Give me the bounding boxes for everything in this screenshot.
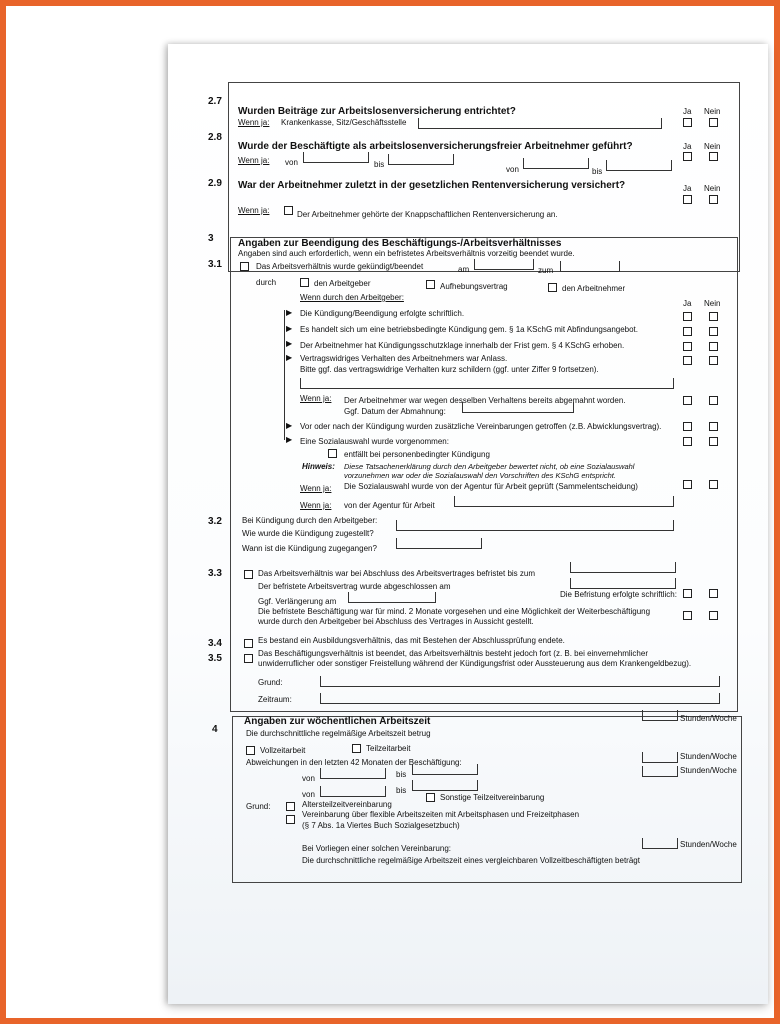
arbeitszeit-field[interactable] [642,710,678,721]
teilzeit-label: Teilzeitarbeit [366,744,411,753]
agentur-field[interactable] [454,496,674,507]
checkbox-flexible-arbeitszeit[interactable] [286,815,295,824]
abw-bis-field-1[interactable] [412,764,478,775]
checkbox-ausbildung[interactable] [244,639,253,648]
bis-label: bis [374,160,385,169]
bis-label: bis [396,770,407,779]
item-abgemahnt: Der Arbeitnehmer war wegen desselben Verhaltens bereits abgemahnt worden. [344,396,626,405]
checkbox-entfaellt[interactable] [328,449,337,458]
checkbox-klage-nein[interactable] [709,342,718,351]
beschaeftigung-beendet-label-1: Das Beschäftigungsverhältnis ist beendet, das Arbeitsverhältnis besteht jedoch fort (z. B. bei einvernehmlicher [258,649,648,658]
sonstige-teilzeit-label: Sonstige Teilzeitvereinbarung [440,793,545,802]
abw-bis-field-2[interactable] [412,780,478,791]
checkbox-weiterbeschaeftigung-nein[interactable] [709,611,718,620]
nein-header: Nein [704,299,721,308]
checkbox-knappschaft[interactable] [284,206,293,215]
section-3-title: Angaben zur Beendigung des Beschäftigungs-/Arbeitsverhältnisses [238,238,562,249]
section-num: 4 [212,724,218,735]
wenn-arbeitgeber-label: Wenn durch den Arbeitgeber: [300,293,404,302]
checkbox-vereinbarungen-nein[interactable] [709,422,718,431]
weiterbeschaeftigung-label-1: Die befristete Beschäftigung war für mind. 2 Monate vorgesehen und eine Möglichkeit der Weiterbeschäftigung [258,607,651,616]
checkbox-schriftlich-nein[interactable] [709,312,718,321]
arbeitgeber-label: den Arbeitgeber [314,279,371,288]
checkbox-geprueft-ja[interactable] [683,480,692,489]
von-label: von [302,774,315,783]
bis-field-2[interactable] [606,160,672,171]
section-num: 3.1 [208,259,222,270]
durch-label: durch [256,278,277,287]
befristet-label: Das Arbeitsverhältnis war bei Abschluss des Arbeitsvertrages befristet bis zum [258,569,536,578]
vollzeit-vergleich-field[interactable] [642,838,678,849]
abgeschlossen-label: Der befristete Arbeitsvertrag wurde abgeschlossen am [258,582,451,591]
wenn-ja-label: Wenn ja: [238,156,270,165]
von-field-1[interactable] [303,152,369,163]
aufhebungsvertrag-label: Aufhebungsvertrag [440,282,508,291]
zugegangen-label: Wann ist die Kündigung zugegangen? [242,544,377,553]
befristung-schriftlich-label: Die Befristung erfolgte schriftlich: [560,590,677,599]
befristet-field[interactable] [570,562,676,573]
arrow-icon: ▶ [286,435,293,444]
section-num: 2.8 [208,132,222,143]
stunden-woche-label: Stunden/Woche [680,714,737,723]
arrow-icon: ▶ [286,308,293,317]
question-2-8: Wurde der Beschäftigte als arbeitslosenversicherungsfreier Arbeitnehmer geführt? [238,141,633,152]
hinweis-text-1: Diese Tatsachenerklärung durch den Arbeitgeber bewertet nicht, ob eine Sozialauswahl [344,462,635,471]
checkbox-weiterbeschaeftigung-ja[interactable] [683,611,692,620]
checkbox-sozialauswahl-ja[interactable] [683,437,692,446]
checkbox-vollzeit[interactable] [246,746,255,755]
gekuendigt-label: Das Arbeitsverhältnis wurde gekündigt/beendet [256,262,424,271]
checkbox-vertragswidrig-nein[interactable] [709,356,718,365]
item-sozialauswahl: Eine Sozialauswahl wurde vorgenommen: [300,437,449,446]
zum-label: zum [538,266,554,275]
section-3-subtitle: Angaben sind auch erforderlich, wenn ein befristetes Arbeitsverhältnis vorzeitig beendet wurde. [238,249,575,258]
grund-label: Grund: [246,802,271,811]
kuendigung-ag-label: Bei Kündigung durch den Arbeitgeber: [242,516,378,525]
von-label: von [285,158,298,167]
nein-header: Nein [704,184,721,193]
vollzeit-label: Vollzeitarbeit [260,746,306,755]
item-betriebsbedingt: Es handelt sich um eine betriebsbedingte Kündigung gem. § 1a KSchG mit Abfindungsangebot. [300,325,639,334]
zeitraum-label: Zeitraum: [258,695,292,704]
verlaengerung-label: Ggf. Verlängerung am [258,597,337,606]
item-vereinbarungen: Vor oder nach der Kündigung wurden zusätzliche Vereinbarungen getroffen (z.B. Abwicklungsvertrag). [300,422,662,431]
hinweis-label: Hinweis: [302,462,335,471]
krankenkasse-label: Krankenkasse, Sitz/Geschäftsstelle [281,118,407,127]
wenn-ja-label: Wenn ja: [300,501,332,510]
verhalten-field[interactable] [300,378,674,389]
ja-header: Ja [683,142,692,151]
section-num: 3.3 [208,568,222,579]
section-num: 3.4 [208,638,222,649]
arbeitszeit-label: Die durchschnittliche regelmäßige Arbeitszeit betrug [246,729,431,738]
checkbox-sozialauswahl-nein[interactable] [709,437,718,446]
checkbox-abgemahnt-nein[interactable] [709,396,718,405]
checkbox-2-8-nein[interactable] [709,152,718,161]
arrow-icon: ▶ [286,324,293,333]
nein-header: Nein [704,142,721,151]
checkbox-klage-ja[interactable] [683,342,692,351]
form-page [168,44,768,1004]
krankenkasse-field[interactable] [418,118,662,129]
weiterbeschaeftigung-label-2: wurde durch den Arbeitgeber bei Abschluss des Vertrages in Aussicht gestellt. [258,617,534,626]
checkbox-altersteilzeit[interactable] [286,802,295,811]
checkbox-schriftlich-ja[interactable] [683,312,692,321]
vereinbarung-label: Bei Vorliegen einer solchen Vereinbarung: [302,844,451,853]
flexible-arbeitszeit-label: Vereinbarung über flexible Arbeitszeiten mit Arbeitsphasen und Freizeitphasen [302,810,580,819]
checkbox-vertragswidrig-ja[interactable] [683,356,692,365]
arrow-icon: ▶ [286,353,293,362]
abgeschlossen-field[interactable] [570,578,676,589]
vollzeit-vergleich-label: Die durchschnittliche regelmäßige Arbeitszeit eines vergleichbaren Vollzeitbeschäftigten beträgt [302,856,640,865]
beschaeftigung-beendet-label-2: unwiderruflicher oder sonstiger Freistellung während der Kündigungsfrist oder Aussteuerung aus dem Krankengeldbezug). [258,659,692,668]
checkbox-teilzeit[interactable] [352,744,361,753]
von-field-2[interactable] [523,158,589,169]
question-2-7: Wurden Beiträge zur Arbeitslosenversicherung entrichtet? [238,106,516,117]
bis-label: bis [592,167,603,176]
item-klage: Der Arbeitnehmer hat Kündigungsschutzklage innerhalb der Frist gem. § 4 KSchG erhoben. [300,341,625,350]
checkbox-vereinbarungen-ja[interactable] [683,422,692,431]
checkbox-2-7-nein[interactable] [709,118,718,127]
section-num: 3 [208,233,214,244]
abw-von-field-1[interactable] [320,768,386,779]
checkbox-2-9-nein[interactable] [709,195,718,204]
section-num: 2.7 [208,96,222,107]
arrow-icon: ▶ [286,421,293,430]
item-schriftlich: Die Kündigung/Beendigung erfolgte schriftlich. [300,309,465,318]
arrow-icon: ▶ [286,339,293,348]
checkbox-arbeitgeber[interactable] [300,278,309,287]
ja-header: Ja [683,184,692,193]
section-num: 3.2 [208,516,222,527]
am-field[interactable] [474,259,534,270]
item-vertragswidrig: Vertragswidriges Verhalten des Arbeitnehmers war Anlass. [300,354,508,363]
ja-header: Ja [683,299,692,308]
checkbox-sonstige-teilzeit[interactable] [426,793,435,802]
abw-stunden-field[interactable] [642,766,678,777]
teilzeit-stunden-field[interactable] [642,752,678,763]
zugestellt-label: Wie wurde die Kündigung zugestellt? [242,529,374,538]
bis-label: bis [396,786,407,795]
zeitraum-field[interactable] [320,693,720,704]
ausbildung-label: Es bestand ein Ausbildungsverhältnis, das mit Bestehen der Abschlussprüfung endete. [258,636,565,645]
bis-field-1[interactable] [388,154,454,165]
checkbox-aufhebungsvertrag[interactable] [426,280,435,289]
flexible-arbeitszeit-ref: (§ 7 Abs. 1a Viertes Buch Sozialgesetzbuch) [302,821,460,830]
arbeitnehmer-label: den Arbeitnehmer [562,284,626,293]
checkbox-befristung-ja[interactable] [683,589,692,598]
checkbox-betriebsbedingt-ja[interactable] [683,327,692,336]
item-agentur-geprueft: Die Sozialauswahl wurde von der Agentur für Arbeit geprüft (Sammelentscheidung) [344,482,638,491]
section-num: 3.5 [208,653,222,664]
checkbox-2-8-ja[interactable] [683,152,692,161]
stunden-woche-label: Stunden/Woche [680,766,737,775]
stunden-woche-label: Stunden/Woche [680,840,737,849]
checkbox-arbeitnehmer[interactable] [548,283,557,292]
checkbox-2-7-ja[interactable] [683,118,692,127]
checkbox-abgemahnt-ja[interactable] [683,396,692,405]
agentur-label: von der Agentur für Arbeit [344,501,435,510]
nein-header: Nein [704,107,721,116]
wenn-ja-label: Wenn ja: [238,206,270,215]
entfaellt-label: entfällt bei personenbedingter Kündigung [344,450,490,459]
abmahnung-datum-label: Ggf. Datum der Abmahnung: [344,407,446,416]
checkbox-beschaeftigung-beendet[interactable] [244,654,253,663]
section-num: 2.9 [208,178,222,189]
zugegangen-field[interactable] [396,538,482,549]
hinweis-text-2: vorzunehmen war oder die Sozialauswahl den Vorschriften des KSchG entspricht. [344,471,616,480]
am-label: am [458,265,470,274]
stunden-woche-label: Stunden/Woche [680,752,737,761]
verlaengerung-field[interactable] [348,592,436,603]
wenn-ja-label: Wenn ja: [300,394,332,403]
checkbox-befristet[interactable] [244,570,253,579]
question-2-9: War der Arbeitnehmer zuletzt in der gesetzlichen Rentenversicherung versichert? [238,180,626,191]
grund-label: Grund: [258,678,283,687]
zum-field[interactable] [560,261,620,272]
abw-von-field-2[interactable] [320,786,386,797]
grund-field[interactable] [320,676,720,687]
von-label: von [302,790,315,799]
checkbox-2-9-ja[interactable] [683,195,692,204]
checkbox-betriebsbedingt-nein[interactable] [709,327,718,336]
wenn-ja-label: Wenn ja: [300,484,332,493]
knappschaft-label: Der Arbeitnehmer gehörte der Knappschaftlichen Rentenversicherung an. [297,210,558,219]
zugestellt-field[interactable] [396,520,674,531]
ja-header: Ja [683,107,692,116]
abmahnung-datum-field[interactable] [462,402,574,413]
checkbox-geprueft-nein[interactable] [709,480,718,489]
bracket-line [284,310,285,440]
checkbox-befristung-nein[interactable] [709,589,718,598]
von-label: von [506,165,519,174]
section-4-title: Angaben zur wöchentlichen Arbeitszeit [244,716,431,727]
altersteilzeit-label: Altersteilzeitvereinbarung [302,800,392,809]
checkbox-gekuendigt[interactable] [240,262,249,271]
abweichungen-label: Abweichungen in den letzten 42 Monaten der Beschäftigung: [246,758,462,767]
item-vertragswidrig-hint: Bitte ggf. das vertragswidrige Verhalten kurz schildern (ggf. unter Ziffer 9 fortsetzen). [300,365,599,374]
wenn-ja-label: Wenn ja: [238,118,270,127]
